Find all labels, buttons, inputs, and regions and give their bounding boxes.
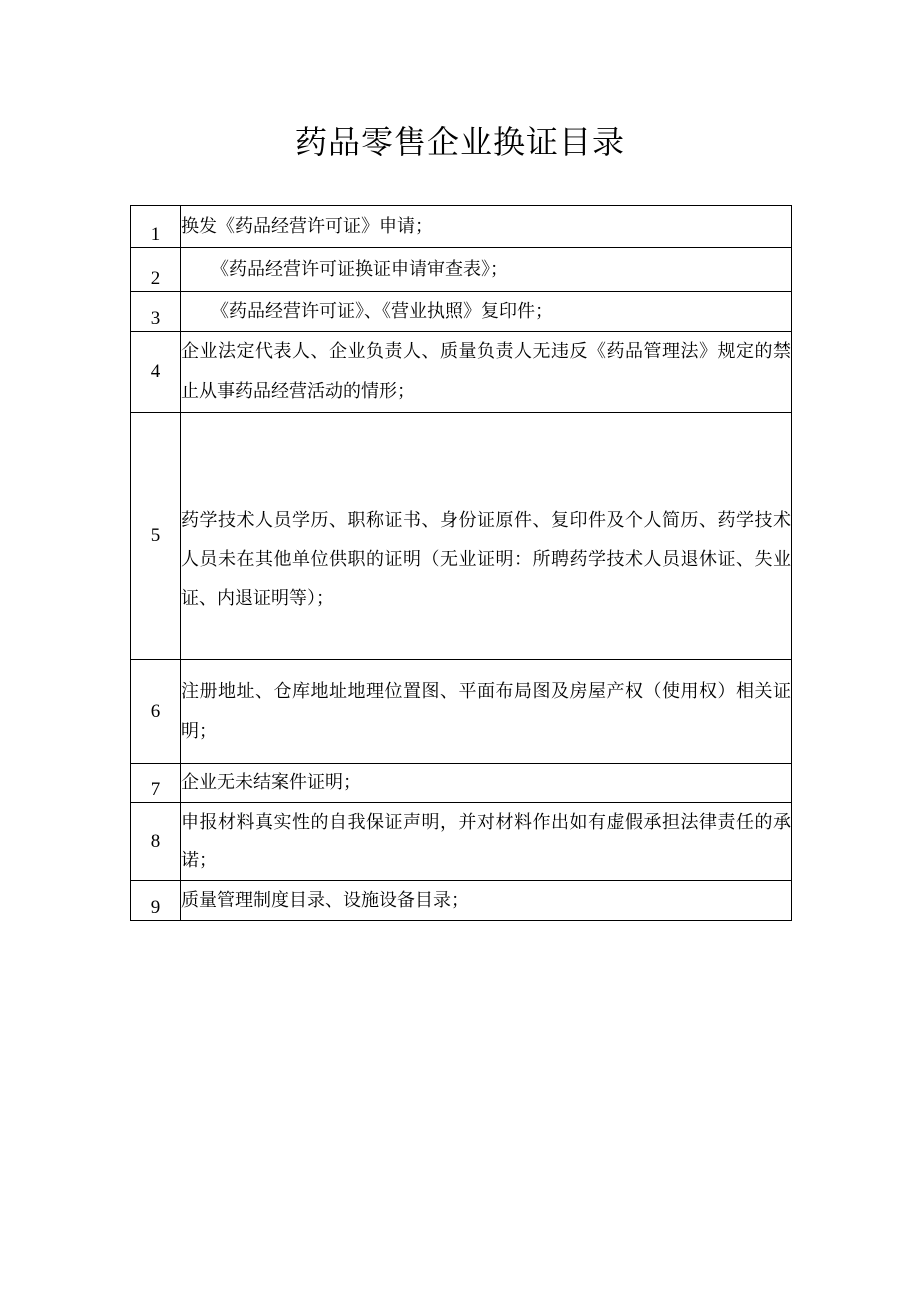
item-text: 《药品经营许可证》、《营业执照》复印件； bbox=[181, 292, 792, 332]
table-row bbox=[131, 292, 792, 332]
item-text: 注册地址、仓库地址地理位置图、平面布局图及房屋产权（使用权）相关证明； bbox=[181, 660, 792, 764]
table-row bbox=[131, 660, 792, 764]
table-row bbox=[131, 764, 792, 803]
item-text: 换发《药品经营许可证》申请； bbox=[181, 206, 792, 248]
item-text: 《药品经营许可证换证申请审查表》； bbox=[181, 248, 792, 292]
item-number: 3 bbox=[131, 292, 181, 332]
item-number: 9 bbox=[131, 881, 181, 921]
document-checklist-table bbox=[130, 205, 792, 921]
item-text: 药学技术人员学历、职称证书、身份证原件、复印件及个人简历、药学技术人员未在其他单位供职的证明（无业证明：所聘药学技术人员退休证、失业证、内退证明等）； bbox=[181, 413, 792, 660]
table-row bbox=[131, 413, 792, 660]
item-number: 7 bbox=[131, 764, 181, 803]
item-text: 企业无未结案件证明； bbox=[181, 764, 792, 803]
item-number: 4 bbox=[131, 332, 181, 413]
table-row bbox=[131, 881, 792, 921]
page-title: 药品零售企业换证目录 bbox=[294, 123, 625, 161]
item-number: 8 bbox=[131, 803, 181, 881]
table-row bbox=[131, 332, 792, 413]
table-row bbox=[131, 803, 792, 881]
table-row bbox=[131, 206, 792, 248]
item-number: 6 bbox=[131, 660, 181, 764]
item-number: 5 bbox=[131, 413, 181, 660]
item-number: 2 bbox=[131, 248, 181, 292]
item-text: 申报材料真实性的自我保证声明，并对材料作出如有虚假承担法律责任的承诺； bbox=[181, 803, 792, 881]
table-row bbox=[131, 248, 792, 292]
item-text: 企业法定代表人、企业负责人、质量负责人无违反《药品管理法》规定的禁止从事药品经营活动的情形； bbox=[181, 332, 792, 413]
item-text: 质量管理制度目录、设施设备目录； bbox=[181, 881, 792, 921]
item-number: 1 bbox=[131, 206, 181, 248]
